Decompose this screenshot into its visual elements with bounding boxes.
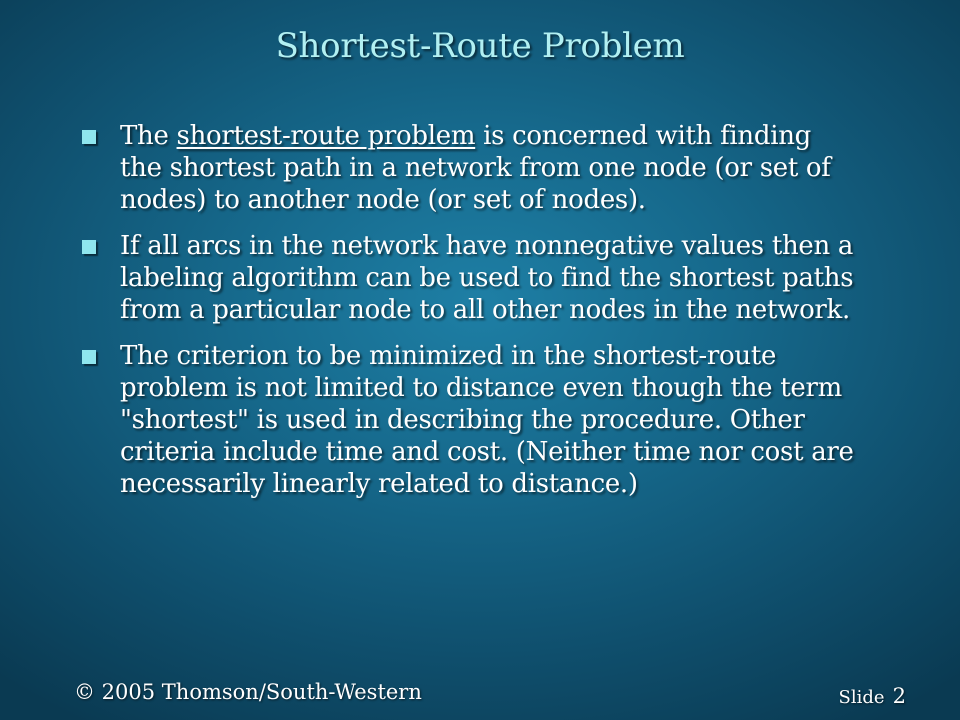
bullet-list [80,120,860,514]
bullet-item [80,340,860,500]
underlined-term: shortest-route problem [176,121,476,151]
square-bullet-icon [82,130,96,144]
square-bullet-icon [82,240,96,254]
slide-number: 2 [892,684,906,708]
bullet-item [80,230,860,326]
copyright-footer: © 2005 Thomson/South-Western [74,680,422,704]
bullet-text-post: is concerned with finding the shortest path in a network from one node (or set of nodes) to another node (or set of nodes). [120,121,831,215]
slide-label: Slide [838,687,885,708]
bullet-item [80,120,860,216]
bullet-text-pre: The [120,121,177,151]
slide-number-footer [839,684,907,708]
square-bullet-icon [82,350,96,364]
slide-title: Shortest-Route Problem [275,26,685,66]
bullet-text: The criterion to be minimized in the shortest-route problem is not limited to distance even though the term "shortest" is used in describing the procedure. Other criteria include time and cost. (Neither time nor cost are necessarily linearly related to distance.) [120,341,854,499]
bullet-text: If all arcs in the network have nonnegative values then a labeling algorithm can be used to find the shortest paths from a particular node to all other nodes in the network. [120,231,854,325]
